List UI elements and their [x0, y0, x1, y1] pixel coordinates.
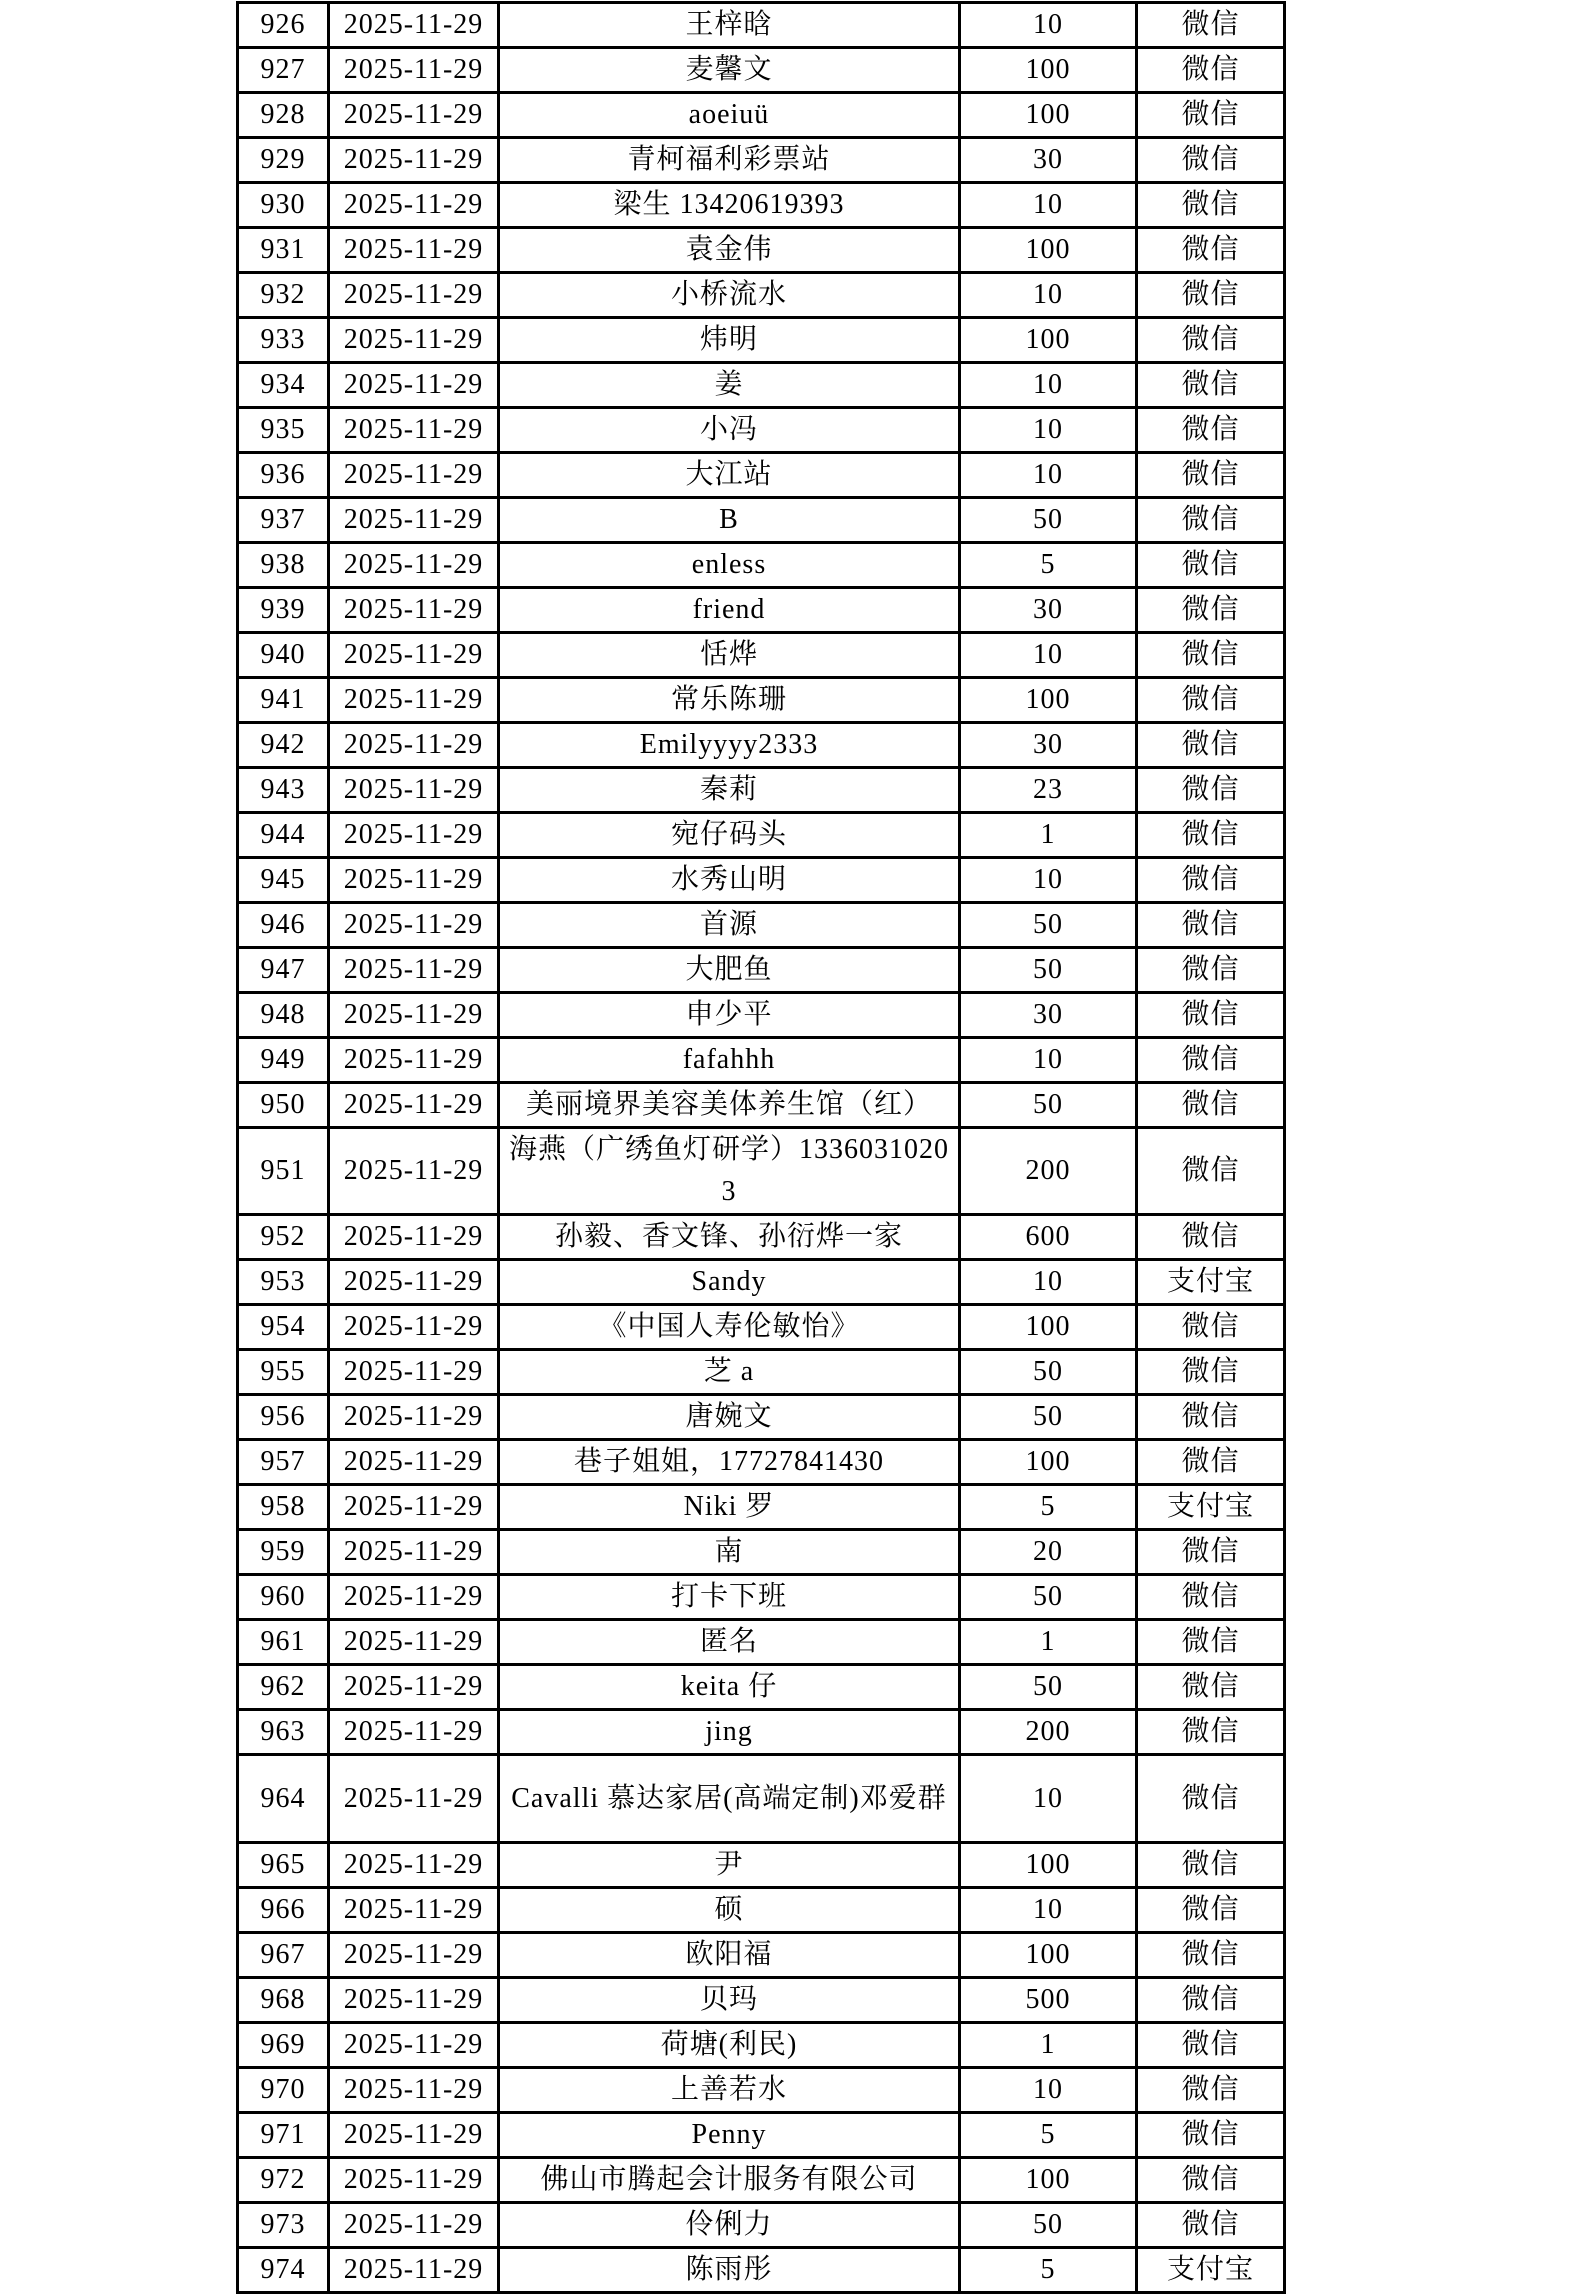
- cell-donor-name: 恬烨: [499, 633, 960, 678]
- cell-donor-name: 上善若水: [499, 2068, 960, 2113]
- cell-donor-name: 小冯: [499, 408, 960, 453]
- table-row: [238, 1038, 1285, 1083]
- table-row: [238, 1755, 1285, 1843]
- cell-payment-method: 微信: [1137, 1395, 1285, 1440]
- table-row: [238, 2248, 1285, 2293]
- table-row: [238, 2068, 1285, 2113]
- table-row: [238, 678, 1285, 723]
- cell-amount: 100: [960, 228, 1137, 273]
- cell-serial-number: 955: [238, 1350, 329, 1395]
- table-row: [238, 498, 1285, 543]
- cell-amount: 10: [960, 1888, 1137, 1933]
- cell-date: 2025-11-29: [329, 1128, 499, 1215]
- cell-donor-name: B: [499, 498, 960, 543]
- cell-amount: 10: [960, 453, 1137, 498]
- cell-donor-name: 荷塘(利民): [499, 2023, 960, 2068]
- cell-amount: 30: [960, 588, 1137, 633]
- cell-date: 2025-11-29: [329, 408, 499, 453]
- table-row: [238, 1305, 1285, 1350]
- cell-serial-number: 936: [238, 453, 329, 498]
- cell-amount: 23: [960, 768, 1137, 813]
- cell-donor-name: Penny: [499, 2113, 960, 2158]
- cell-serial-number: 969: [238, 2023, 329, 2068]
- cell-serial-number: 971: [238, 2113, 329, 2158]
- cell-serial-number: 965: [238, 1843, 329, 1888]
- cell-donor-name: 《中国人寿伦敏怡》: [499, 1305, 960, 1350]
- table-row: [238, 273, 1285, 318]
- table-row: [238, 543, 1285, 588]
- cell-serial-number: 974: [238, 2248, 329, 2293]
- cell-serial-number: 967: [238, 1933, 329, 1978]
- table-row: [238, 2023, 1285, 2068]
- cell-date: 2025-11-29: [329, 1083, 499, 1128]
- table-row: [238, 2203, 1285, 2248]
- cell-amount: 5: [960, 1485, 1137, 1530]
- cell-serial-number: 944: [238, 813, 329, 858]
- cell-serial-number: 961: [238, 1620, 329, 1665]
- cell-date: 2025-11-29: [329, 993, 499, 1038]
- cell-serial-number: 947: [238, 948, 329, 993]
- table-row: [238, 408, 1285, 453]
- cell-donor-name: 打卡下班: [499, 1575, 960, 1620]
- cell-payment-method: 支付宝: [1137, 2248, 1285, 2293]
- cell-payment-method: 微信: [1137, 1665, 1285, 1710]
- cell-donor-name: 炜明: [499, 318, 960, 363]
- cell-date: 2025-11-29: [329, 723, 499, 768]
- cell-date: 2025-11-29: [329, 318, 499, 363]
- table-row: [238, 93, 1285, 138]
- table-row: [238, 318, 1285, 363]
- cell-amount: 200: [960, 1128, 1137, 1215]
- cell-donor-name: 匿名: [499, 1620, 960, 1665]
- cell-serial-number: 942: [238, 723, 329, 768]
- table-row: [238, 1843, 1285, 1888]
- cell-serial-number: 943: [238, 768, 329, 813]
- cell-donor-name: 袁金伟: [499, 228, 960, 273]
- table-row: [238, 1350, 1285, 1395]
- cell-payment-method: 微信: [1137, 1933, 1285, 1978]
- cell-date: 2025-11-29: [329, 1620, 499, 1665]
- table-row: [238, 48, 1285, 93]
- table-row: [238, 723, 1285, 768]
- cell-serial-number: 968: [238, 1978, 329, 2023]
- cell-serial-number: 960: [238, 1575, 329, 1620]
- cell-payment-method: 微信: [1137, 2158, 1285, 2203]
- cell-serial-number: 952: [238, 1215, 329, 1260]
- cell-date: 2025-11-29: [329, 48, 499, 93]
- cell-serial-number: 945: [238, 858, 329, 903]
- table-row: [238, 768, 1285, 813]
- cell-amount: 10: [960, 408, 1137, 453]
- cell-serial-number: 948: [238, 993, 329, 1038]
- cell-donor-name: 小桥流水: [499, 273, 960, 318]
- cell-amount: 50: [960, 1665, 1137, 1710]
- cell-donor-name: 水秀山明: [499, 858, 960, 903]
- cell-payment-method: 微信: [1137, 903, 1285, 948]
- cell-date: 2025-11-29: [329, 633, 499, 678]
- cell-amount: 100: [960, 93, 1137, 138]
- cell-donor-name: 麦馨文: [499, 48, 960, 93]
- cell-donor-name: aoeiuü: [499, 93, 960, 138]
- cell-donor-name: enless: [499, 543, 960, 588]
- table-row: [238, 1128, 1285, 1215]
- cell-serial-number: 949: [238, 1038, 329, 1083]
- table-row: [238, 1395, 1285, 1440]
- cell-amount: 50: [960, 498, 1137, 543]
- cell-amount: 10: [960, 858, 1137, 903]
- cell-payment-method: 微信: [1137, 1888, 1285, 1933]
- cell-amount: 30: [960, 723, 1137, 768]
- cell-payment-method: 支付宝: [1137, 1260, 1285, 1305]
- cell-amount: 100: [960, 1843, 1137, 1888]
- cell-date: 2025-11-29: [329, 1485, 499, 1530]
- cell-serial-number: 966: [238, 1888, 329, 1933]
- cell-date: 2025-11-29: [329, 1350, 499, 1395]
- cell-date: 2025-11-29: [329, 543, 499, 588]
- table-row: [238, 858, 1285, 903]
- cell-payment-method: 微信: [1137, 588, 1285, 633]
- cell-date: 2025-11-29: [329, 903, 499, 948]
- cell-payment-method: 微信: [1137, 453, 1285, 498]
- cell-payment-method: 微信: [1137, 228, 1285, 273]
- cell-serial-number: 935: [238, 408, 329, 453]
- cell-serial-number: 928: [238, 93, 329, 138]
- cell-donor-name: 南: [499, 1530, 960, 1575]
- cell-donor-name: jing: [499, 1710, 960, 1755]
- cell-date: 2025-11-29: [329, 2023, 499, 2068]
- cell-amount: 50: [960, 1575, 1137, 1620]
- cell-serial-number: 964: [238, 1755, 329, 1843]
- table-row: [238, 1530, 1285, 1575]
- cell-payment-method: 微信: [1137, 3, 1285, 48]
- cell-donor-name: 宛仔码头: [499, 813, 960, 858]
- cell-amount: 10: [960, 633, 1137, 678]
- cell-serial-number: 931: [238, 228, 329, 273]
- cell-date: 2025-11-29: [329, 498, 499, 543]
- cell-payment-method: 微信: [1137, 183, 1285, 228]
- cell-date: 2025-11-29: [329, 1530, 499, 1575]
- cell-serial-number: 951: [238, 1128, 329, 1215]
- cell-amount: 100: [960, 1305, 1137, 1350]
- cell-serial-number: 939: [238, 588, 329, 633]
- cell-payment-method: 微信: [1137, 1440, 1285, 1485]
- cell-donor-name: 贝玛: [499, 1978, 960, 2023]
- table-row: [238, 1575, 1285, 1620]
- table-row: [238, 1260, 1285, 1305]
- cell-payment-method: 微信: [1137, 948, 1285, 993]
- table-row: [238, 1978, 1285, 2023]
- table-row: [238, 588, 1285, 633]
- cell-payment-method: 微信: [1137, 318, 1285, 363]
- table-row: [238, 2113, 1285, 2158]
- cell-serial-number: 933: [238, 318, 329, 363]
- cell-payment-method: 微信: [1137, 2113, 1285, 2158]
- cell-payment-method: 微信: [1137, 543, 1285, 588]
- cell-date: 2025-11-29: [329, 948, 499, 993]
- cell-payment-method: 微信: [1137, 1128, 1285, 1215]
- cell-payment-method: 微信: [1137, 2068, 1285, 2113]
- table-body: [238, 3, 1285, 2293]
- table-row: [238, 1665, 1285, 1710]
- cell-serial-number: 973: [238, 2203, 329, 2248]
- table-row: [238, 363, 1285, 408]
- cell-payment-method: 微信: [1137, 1620, 1285, 1665]
- cell-date: 2025-11-29: [329, 2203, 499, 2248]
- cell-date: 2025-11-29: [329, 1978, 499, 2023]
- cell-date: 2025-11-29: [329, 678, 499, 723]
- cell-amount: 1: [960, 1620, 1137, 1665]
- table-row: [238, 948, 1285, 993]
- cell-donor-name: Niki 罗: [499, 1485, 960, 1530]
- cell-serial-number: 929: [238, 138, 329, 183]
- cell-donor-name: Emilyyyy2333: [499, 723, 960, 768]
- cell-serial-number: 946: [238, 903, 329, 948]
- cell-amount: 50: [960, 1083, 1137, 1128]
- cell-donor-name: 王梓晗: [499, 3, 960, 48]
- cell-date: 2025-11-29: [329, 2248, 499, 2293]
- table-row: [238, 1888, 1285, 1933]
- cell-donor-name: 佛山市腾起会计服务有限公司: [499, 2158, 960, 2203]
- cell-payment-method: 微信: [1137, 1083, 1285, 1128]
- table-row: [238, 1440, 1285, 1485]
- cell-amount: 50: [960, 948, 1137, 993]
- cell-amount: 100: [960, 318, 1137, 363]
- cell-payment-method: 微信: [1137, 48, 1285, 93]
- cell-donor-name: 尹: [499, 1843, 960, 1888]
- table-row: [238, 1215, 1285, 1260]
- table-row: [238, 1710, 1285, 1755]
- cell-payment-method: 微信: [1137, 273, 1285, 318]
- cell-donor-name: 唐婉文: [499, 1395, 960, 1440]
- cell-date: 2025-11-29: [329, 1038, 499, 1083]
- cell-date: 2025-11-29: [329, 1260, 499, 1305]
- cell-date: 2025-11-29: [329, 1440, 499, 1485]
- cell-donor-name: Sandy: [499, 1260, 960, 1305]
- table-row: [238, 903, 1285, 948]
- cell-date: 2025-11-29: [329, 1755, 499, 1843]
- cell-date: 2025-11-29: [329, 273, 499, 318]
- table-row: [238, 993, 1285, 1038]
- cell-serial-number: 927: [238, 48, 329, 93]
- cell-amount: 5: [960, 2248, 1137, 2293]
- cell-serial-number: 962: [238, 1665, 329, 1710]
- cell-serial-number: 932: [238, 273, 329, 318]
- cell-donor-name: 欧阳福: [499, 1933, 960, 1978]
- cell-donor-name: 青柯福利彩票站: [499, 138, 960, 183]
- cell-payment-method: 微信: [1137, 2023, 1285, 2068]
- table-row: [238, 228, 1285, 273]
- cell-serial-number: 930: [238, 183, 329, 228]
- cell-donor-name: 芝 a: [499, 1350, 960, 1395]
- table-row: [238, 1083, 1285, 1128]
- cell-amount: 100: [960, 678, 1137, 723]
- cell-date: 2025-11-29: [329, 1305, 499, 1350]
- cell-amount: 5: [960, 2113, 1137, 2158]
- cell-donor-name: 首源: [499, 903, 960, 948]
- cell-payment-method: 微信: [1137, 138, 1285, 183]
- cell-serial-number: 941: [238, 678, 329, 723]
- cell-date: 2025-11-29: [329, 1710, 499, 1755]
- cell-payment-method: 微信: [1137, 723, 1285, 768]
- cell-amount: 5: [960, 543, 1137, 588]
- cell-serial-number: 958: [238, 1485, 329, 1530]
- table-row: [238, 453, 1285, 498]
- cell-amount: 1: [960, 813, 1137, 858]
- cell-donor-name: 大江站: [499, 453, 960, 498]
- cell-date: 2025-11-29: [329, 588, 499, 633]
- cell-serial-number: 940: [238, 633, 329, 678]
- cell-payment-method: 支付宝: [1137, 1485, 1285, 1530]
- cell-amount: 200: [960, 1710, 1137, 1755]
- cell-donor-name: 申少平: [499, 993, 960, 1038]
- cell-payment-method: 微信: [1137, 813, 1285, 858]
- cell-date: 2025-11-29: [329, 813, 499, 858]
- cell-amount: 100: [960, 2158, 1137, 2203]
- table-row: [238, 2158, 1285, 2203]
- donation-record-table: [236, 1, 1286, 2294]
- cell-amount: 100: [960, 48, 1137, 93]
- cell-donor-name: keita 仔: [499, 1665, 960, 1710]
- cell-serial-number: 934: [238, 363, 329, 408]
- cell-donor-name: Cavalli 慕达家居(高端定制)邓爱群: [499, 1755, 960, 1843]
- cell-amount: 10: [960, 3, 1137, 48]
- cell-payment-method: 微信: [1137, 1350, 1285, 1395]
- cell-date: 2025-11-29: [329, 2158, 499, 2203]
- table-row: [238, 813, 1285, 858]
- cell-donor-name: 陈雨彤: [499, 2248, 960, 2293]
- cell-payment-method: 微信: [1137, 678, 1285, 723]
- cell-donor-name: 秦莉: [499, 768, 960, 813]
- cell-date: 2025-11-29: [329, 3, 499, 48]
- cell-donor-name: 常乐陈珊: [499, 678, 960, 723]
- cell-donor-name: 海燕（广绣鱼灯研学）13360310203: [499, 1128, 960, 1215]
- cell-amount: 600: [960, 1215, 1137, 1260]
- cell-payment-method: 微信: [1137, 1575, 1285, 1620]
- cell-date: 2025-11-29: [329, 453, 499, 498]
- cell-serial-number: 970: [238, 2068, 329, 2113]
- cell-serial-number: 950: [238, 1083, 329, 1128]
- cell-date: 2025-11-29: [329, 228, 499, 273]
- cell-amount: 10: [960, 1755, 1137, 1843]
- table-row: [238, 183, 1285, 228]
- cell-donor-name: 美丽境界美容美体养生馆（红）: [499, 1083, 960, 1128]
- cell-serial-number: 957: [238, 1440, 329, 1485]
- cell-payment-method: 微信: [1137, 1710, 1285, 1755]
- cell-amount: 20: [960, 1530, 1137, 1575]
- cell-payment-method: 微信: [1137, 93, 1285, 138]
- cell-payment-method: 微信: [1137, 1978, 1285, 2023]
- cell-donor-name: 孙毅、香文锋、孙衍烨一家: [499, 1215, 960, 1260]
- cell-date: 2025-11-29: [329, 363, 499, 408]
- cell-amount: 1: [960, 2023, 1137, 2068]
- cell-date: 2025-11-29: [329, 768, 499, 813]
- cell-payment-method: 微信: [1137, 1755, 1285, 1843]
- cell-payment-method: 微信: [1137, 858, 1285, 903]
- cell-payment-method: 微信: [1137, 1215, 1285, 1260]
- cell-date: 2025-11-29: [329, 1395, 499, 1440]
- cell-amount: 10: [960, 273, 1137, 318]
- cell-date: 2025-11-29: [329, 2113, 499, 2158]
- cell-amount: 50: [960, 2203, 1137, 2248]
- cell-serial-number: 938: [238, 543, 329, 588]
- cell-donor-name: 大肥鱼: [499, 948, 960, 993]
- cell-date: 2025-11-29: [329, 93, 499, 138]
- cell-amount: 100: [960, 1440, 1137, 1485]
- cell-date: 2025-11-29: [329, 1888, 499, 1933]
- cell-date: 2025-11-29: [329, 1933, 499, 1978]
- cell-payment-method: 微信: [1137, 408, 1285, 453]
- cell-donor-name: 伶俐力: [499, 2203, 960, 2248]
- cell-donor-name: 梁生 13420619393: [499, 183, 960, 228]
- cell-serial-number: 953: [238, 1260, 329, 1305]
- cell-donor-name: 姜: [499, 363, 960, 408]
- table-row: [238, 138, 1285, 183]
- cell-serial-number: 963: [238, 1710, 329, 1755]
- cell-amount: 500: [960, 1978, 1137, 2023]
- cell-amount: 100: [960, 1933, 1137, 1978]
- cell-serial-number: 956: [238, 1395, 329, 1440]
- cell-serial-number: 959: [238, 1530, 329, 1575]
- table-row: [238, 633, 1285, 678]
- cell-date: 2025-11-29: [329, 1575, 499, 1620]
- cell-payment-method: 微信: [1137, 2203, 1285, 2248]
- cell-serial-number: 926: [238, 3, 329, 48]
- cell-payment-method: 微信: [1137, 768, 1285, 813]
- cell-amount: 10: [960, 2068, 1137, 2113]
- cell-donor-name: 硕: [499, 1888, 960, 1933]
- cell-amount: 30: [960, 138, 1137, 183]
- table-row: [238, 1933, 1285, 1978]
- cell-amount: 10: [960, 1038, 1137, 1083]
- cell-amount: 50: [960, 903, 1137, 948]
- cell-serial-number: 954: [238, 1305, 329, 1350]
- table-row: [238, 3, 1285, 48]
- cell-date: 2025-11-29: [329, 1665, 499, 1710]
- cell-amount: 10: [960, 183, 1137, 228]
- cell-payment-method: 微信: [1137, 1843, 1285, 1888]
- cell-payment-method: 微信: [1137, 498, 1285, 543]
- cell-date: 2025-11-29: [329, 2068, 499, 2113]
- cell-payment-method: 微信: [1137, 1530, 1285, 1575]
- table-row: [238, 1620, 1285, 1665]
- cell-donor-name: fafahhh: [499, 1038, 960, 1083]
- cell-date: 2025-11-29: [329, 183, 499, 228]
- cell-payment-method: 微信: [1137, 633, 1285, 678]
- cell-donor-name: 巷子姐姐，17727841430: [499, 1440, 960, 1485]
- cell-date: 2025-11-29: [329, 138, 499, 183]
- cell-amount: 10: [960, 1260, 1137, 1305]
- cell-payment-method: 微信: [1137, 993, 1285, 1038]
- cell-amount: 10: [960, 363, 1137, 408]
- cell-payment-method: 微信: [1137, 1305, 1285, 1350]
- cell-amount: 50: [960, 1395, 1137, 1440]
- cell-payment-method: 微信: [1137, 363, 1285, 408]
- cell-amount: 30: [960, 993, 1137, 1038]
- cell-date: 2025-11-29: [329, 1843, 499, 1888]
- cell-serial-number: 972: [238, 2158, 329, 2203]
- cell-date: 2025-11-29: [329, 858, 499, 903]
- cell-donor-name: friend: [499, 588, 960, 633]
- cell-payment-method: 微信: [1137, 1038, 1285, 1083]
- cell-serial-number: 937: [238, 498, 329, 543]
- cell-amount: 50: [960, 1350, 1137, 1395]
- table-row: [238, 1485, 1285, 1530]
- cell-date: 2025-11-29: [329, 1215, 499, 1260]
